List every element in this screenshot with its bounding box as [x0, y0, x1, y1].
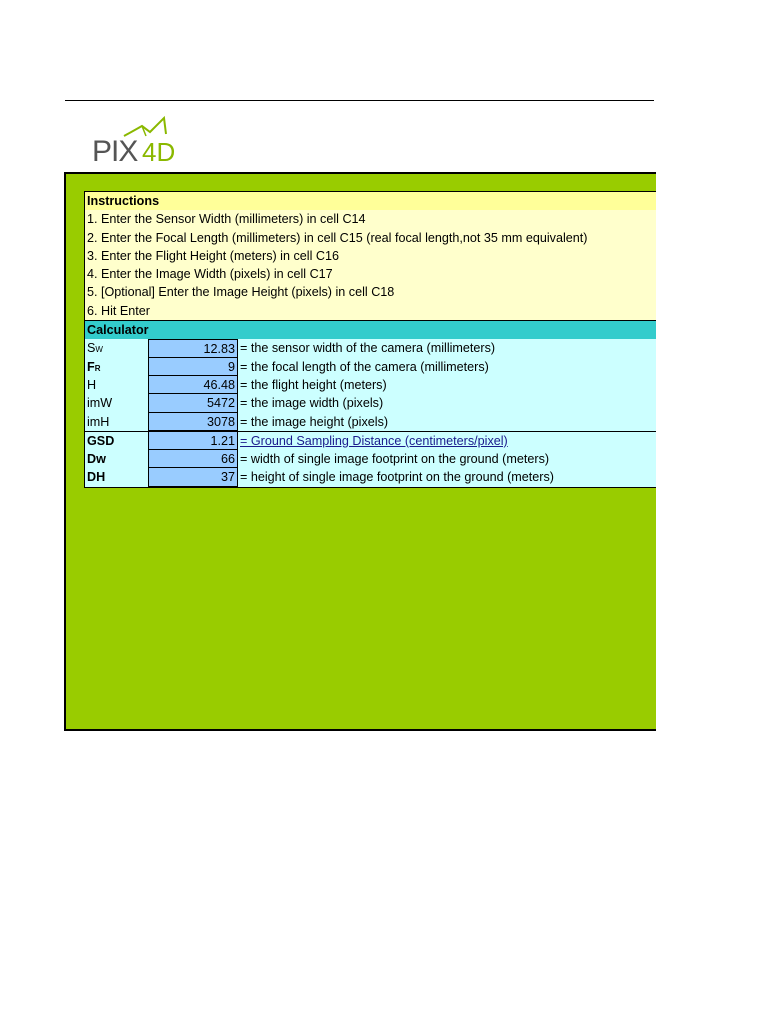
image-width-input[interactable]: 5472 [148, 394, 238, 412]
result-row-footprint-height [84, 468, 656, 487]
footprint-width-value: 66 [148, 450, 238, 468]
input-description: = the focal length of the camera (millimeters) [240, 359, 489, 374]
instruction-step-2: 2. Enter the Focal Length (millimeters) in cell C15 (real focal length,not 35 mm equivalent) [84, 229, 656, 247]
flight-height-input[interactable]: 46.48 [148, 376, 238, 394]
input-label: SW [87, 341, 103, 356]
input-description: = the image height (pixels) [240, 414, 389, 429]
image-height-input[interactable]: 3078 [148, 413, 238, 431]
instruction-step-3: 3. Enter the Flight Height (meters) in cell C16 [84, 247, 656, 265]
result-row-footprint-width [84, 450, 656, 468]
gsd-value: 1.21 [148, 432, 238, 450]
focal-length-input[interactable]: 9 [148, 358, 238, 376]
input-row-image-width [84, 394, 656, 412]
input-label: imH [87, 414, 110, 429]
instruction-step-5: 5. [Optional] Enter the Image Height (pixels) in cell C18 [84, 283, 656, 301]
sensor-width-input[interactable]: 12.83 [148, 339, 238, 357]
result-label: Dw [87, 452, 106, 467]
input-description: = the image width (pixels) [240, 396, 384, 411]
input-row-sensor-width [84, 339, 656, 357]
top-divider [65, 100, 654, 101]
input-label: H [87, 377, 97, 392]
input-description: = the flight height (meters) [240, 377, 387, 392]
input-row-focal-length [84, 358, 656, 376]
footprint-height-value: 37 [148, 468, 238, 486]
pix4d-logo [90, 114, 176, 168]
instruction-step-4: 4. Enter the Image Width (pixels) in cell C17 [84, 265, 656, 283]
instruction-step-6: 6. Hit Enter [84, 302, 656, 320]
result-description: = height of single image footprint on the ground (meters) [240, 470, 554, 485]
instruction-step-1: 1. Enter the Sensor Width (millimeters) in cell C14 [84, 210, 656, 228]
input-row-flight-height [84, 376, 656, 394]
input-description: = the sensor width of the camera (millimeters) [240, 341, 496, 356]
spreadsheet [84, 191, 656, 488]
svg-text:PIX: PIX [92, 135, 138, 168]
input-label: imW [87, 396, 113, 411]
result-label: GSD [87, 433, 115, 448]
input-label: FR [87, 359, 101, 374]
result-description: = width of single image footprint on the ground (meters) [240, 452, 550, 467]
input-row-image-height [84, 413, 656, 431]
result-row-gsd [84, 431, 656, 450]
gsd-link[interactable]: = Ground Sampling Distance (centimeters/pixel) [240, 433, 508, 448]
calculator-panel [64, 172, 656, 731]
instructions-header: Instructions [84, 191, 656, 210]
result-label: DH [87, 470, 106, 485]
calculator-header: Calculator [84, 320, 656, 339]
svg-text:4D: 4D [142, 137, 176, 167]
